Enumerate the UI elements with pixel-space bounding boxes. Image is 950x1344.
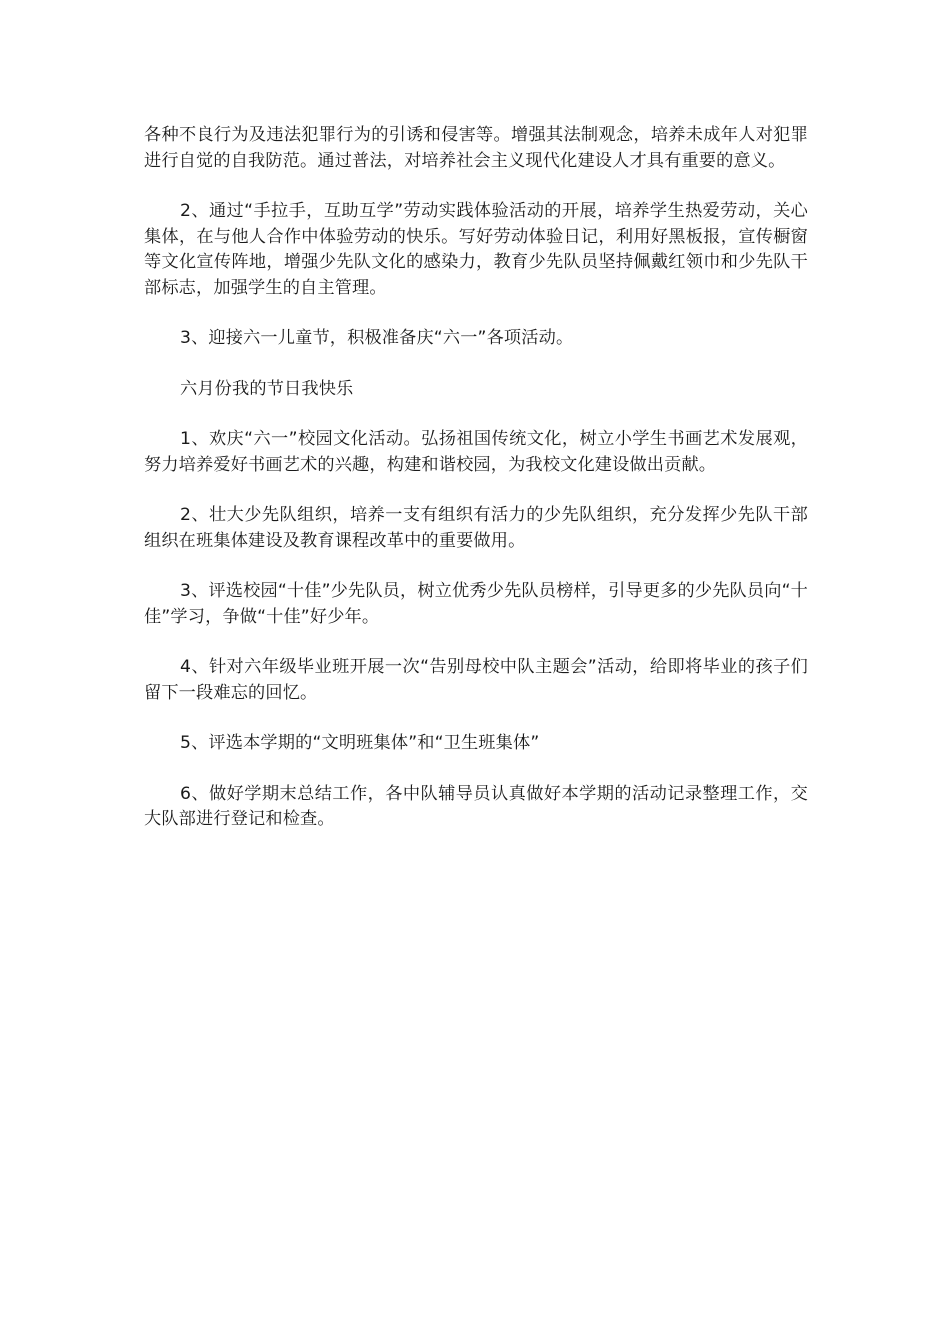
paragraph-june-item-3: 3、评选校园“十佳”少先队员，树立优秀少先队员榜样，引导更多的少先队员向“十佳”学习，争做“十佳”好少年。 — [144, 581, 808, 627]
paragraph-june-item-6: 6、做好学期末总结工作，各中队辅导员认真做好本学期的活动记录整理工作，交大队部进行登记和检查。 — [144, 783, 808, 829]
paragraph-june-item-1: 1、欢庆“六一”校园文化活动。弘扬祖国传统文化，树立小学生书画艺术发展观，努力培养爱好书画艺术的兴趣，构建和谐校园，为我校文化建设做出贡献。 — [144, 429, 808, 475]
document-body — [144, 123, 808, 858]
paragraph-june-item-4: 4、针对六年级毕业班开展一次“告别母校中队主题会”活动，给即将毕业的孩子们留下一段难忘的回忆。 — [144, 657, 808, 703]
section-heading-june: 六月份我的节日我快乐 — [180, 378, 354, 399]
paragraph-continuation: 各种不良行为及违法犯罪行为的引诱和侵害等。增强其法制观念，培养未成年人对犯罪进行自觉的自我防范。通过普法，对培养社会主义现代化建设人才具有重要的意义。 — [144, 125, 808, 171]
paragraph-item-2-labor-practice: 2、通过“手拉手，互助互学”劳动实践体验活动的开展，培养学生热爱劳动，关心集体，在与他人合作中体验劳动的快乐。写好劳动体验日记，利用好黑板报，宣传橱窗等文化宣传阵地，增强少先队文化的感染力，教育少先队员坚持佩戴红领巾和少先队干部标志，加强学生的自主管理。 — [144, 201, 808, 298]
paragraph-june-item-5: 5、评选本学期的“文明班集体”和“卫生班集体” — [180, 733, 540, 753]
paragraph-item-3-childrens-day: 3、迎接六一儿童节，积极准备庆“六一”各项活动。 — [180, 328, 574, 348]
paragraph-june-item-2: 2、壮大少先队组织，培养一支有组织有活力的少先队组织，充分发挥少先队干部组织在班集体建设及教育课程改革中的重要做用。 — [144, 505, 808, 551]
